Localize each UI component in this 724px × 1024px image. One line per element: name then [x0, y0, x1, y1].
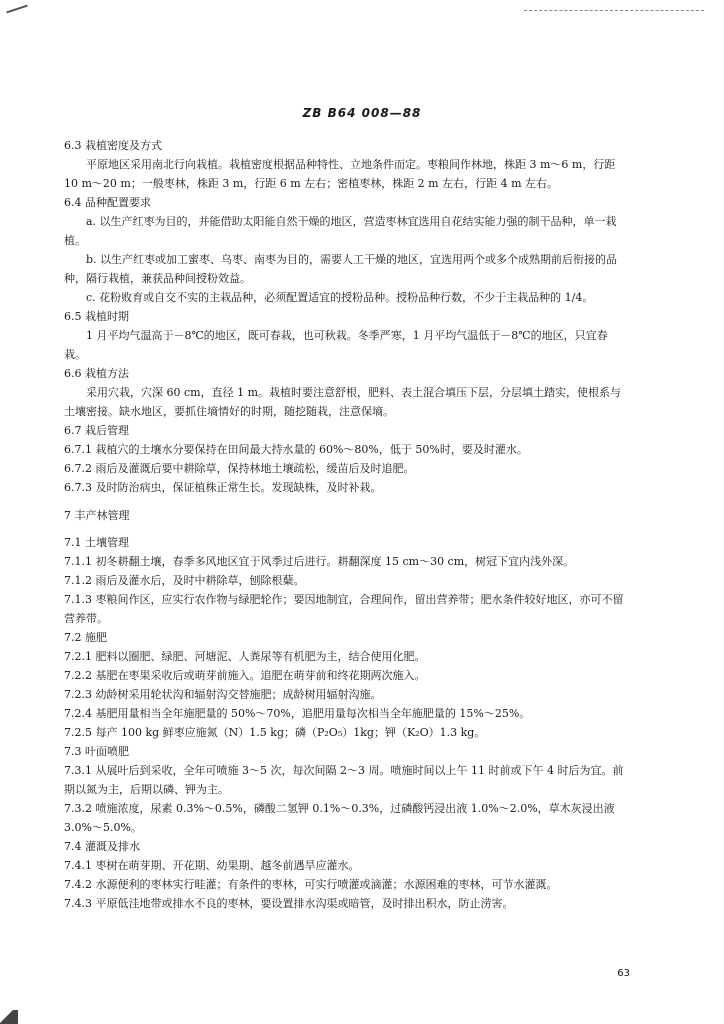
section-paragraph: 7.1 土壤管理	[64, 536, 129, 549]
scan-artifact-line	[524, 10, 704, 11]
page-header: ZB B64 008—88	[302, 106, 422, 120]
section-paragraph: 6.7.1 栽植穴的土壤水分要保持在田间最大持水量的 60%～80%，低于 50%时，要及时灌水。	[64, 443, 528, 456]
section-paragraph: 7.2.4 基肥用量相当全年施肥量的 50%～70%，追肥用量每次相当全年施肥量的 15%～25%。	[64, 707, 531, 720]
section-paragraph: 7.2 施肥	[64, 631, 107, 644]
body-paragraph: c. 花粉败育或自交不实的主栽品种，必须配置适宜的授粉品种。授粉品种行数，不少于主栽品种的 1/4。	[86, 291, 594, 304]
section-paragraph: 7.2.3 幼龄树采用轮状沟和辐射沟交替施肥；成龄树用辐射沟施。	[64, 688, 382, 701]
section-paragraph: 7.2.2 基肥在枣果采收后或萌芽前施入。追肥在萌芽前和终花期两次施入。	[64, 669, 426, 682]
section-paragraph: 7 丰产林管理	[64, 509, 130, 522]
section-paragraph: 7.4 灌溉及排水	[64, 840, 140, 853]
document-body	[64, 136, 628, 913]
section-paragraph: 6.7.3 及时防治病虫，保证植株正常生长。发现缺株，及时补栽。	[64, 481, 382, 494]
section-paragraph: 7.2.5 每产 100 kg 鲜枣应施氮（N）1.5 kg；磷（P₂O₅）1kg；钾（K₂O）1.3 kg。	[64, 726, 486, 739]
scan-artifact-corner	[0, 1010, 18, 1024]
section-paragraph: 6.4 品种配置要求	[64, 196, 151, 209]
section-paragraph: 7.2.1 肥料以圈肥、绿肥、河塘泥、人粪尿等有机肥为主，结合使用化肥。	[64, 650, 426, 663]
section-paragraph: 7.4.1 枣树在萌芽期、开花期、幼果期、越冬前遇旱应灌水。	[64, 859, 360, 872]
scan-artifact-mark	[6, 5, 28, 14]
body-paragraph: 平原地区采用南北行向栽植。栽植密度根据品种特性、立地条件而定。枣粮间作林地，株距 3 m～6 m，行距 10 m～20 m；一般枣林，株距 3 m，行距 6 m 左右；密植枣林，株距 2 m 左右，行距 4 m 左右。	[64, 158, 616, 190]
body-paragraph: b. 以生产红枣或加工蜜枣、乌枣、南枣为目的，需要人工干燥的地区，宜选用两个或多个成熟期前后衔接的品种，隔行栽植，兼获品种间授粉效益。	[64, 253, 618, 285]
section-paragraph: 7.4.3 平原低洼地带或排水不良的枣林，要设置排水沟渠或暗管，及时排出积水，防止涝害。	[64, 897, 514, 910]
section-paragraph: 7.3.1 从展叶后到采收，全年可喷施 3～5 次，每次间隔 2～3 周。喷施时间以上午 11 时前或下午 4 时后为宜。前期以氮为主，后期以磷、钾为主。	[64, 764, 624, 796]
section-paragraph: 6.5 栽植时期	[64, 310, 129, 323]
section-paragraph: 6.3 栽植密度及方式	[64, 139, 162, 152]
section-paragraph: 7.4.2 水源便利的枣林实行畦灌；有条件的枣林，可实行喷灌或滴灌；水源困难的枣林，可节水灌溉。	[64, 878, 558, 891]
body-paragraph: a. 以生产红枣为目的，并能借助太阳能自然干燥的地区，营造枣林宜选用自花结实能力强的制干品种，单一栽植。	[64, 215, 617, 247]
section-paragraph: 6.7.2 雨后及灌溉后要中耕除草，保持林地土壤疏松，缓苗后及时追肥。	[64, 462, 415, 475]
section-paragraph: 7.3 叶面喷肥	[64, 745, 129, 758]
page-number: 63	[617, 968, 630, 979]
section-paragraph: 6.6 栽植方法	[64, 367, 129, 380]
body-paragraph: 采用穴栽，穴深 60 cm，直径 1 m。栽植时要注意舒根，肥料、表土混合填压下层，分层填土踏实，使根系与土壤密接。缺水地区，要抓住墒情好的时期，随挖随栽，注意保墒。	[64, 386, 622, 418]
section-paragraph: 7.1.3 枣粮间作区，应实行农作物与绿肥轮作；要因地制宜，合理间作，留出营养带；肥水条件较好地区，亦可不留营养带。	[64, 593, 624, 625]
body-paragraph: 1 月平均气温高于－8℃的地区，既可春栽，也可秋栽。冬季严寒，1 月平均气温低于－8℃的地区，只宜春栽。	[64, 329, 608, 361]
section-paragraph: 7.1.2 雨后及灌水后，及时中耕除草，刨除根蘖。	[64, 574, 305, 587]
section-paragraph: 7.3.2 喷施浓度，尿素 0.3%～0.5%，磷酸二氢钾 0.1%～0.3%，过磷酸钙浸出液 1.0%～2.0%，草木灰浸出液 3.0%～5.0%。	[64, 802, 615, 834]
section-paragraph: 7.1.1 初冬耕翻土壤，春季多风地区宜于风季过后进行。耕翻深度 15 cm～30 cm，树冠下宜内浅外深。	[64, 555, 575, 568]
section-paragraph: 6.7 栽后管理	[64, 424, 129, 437]
